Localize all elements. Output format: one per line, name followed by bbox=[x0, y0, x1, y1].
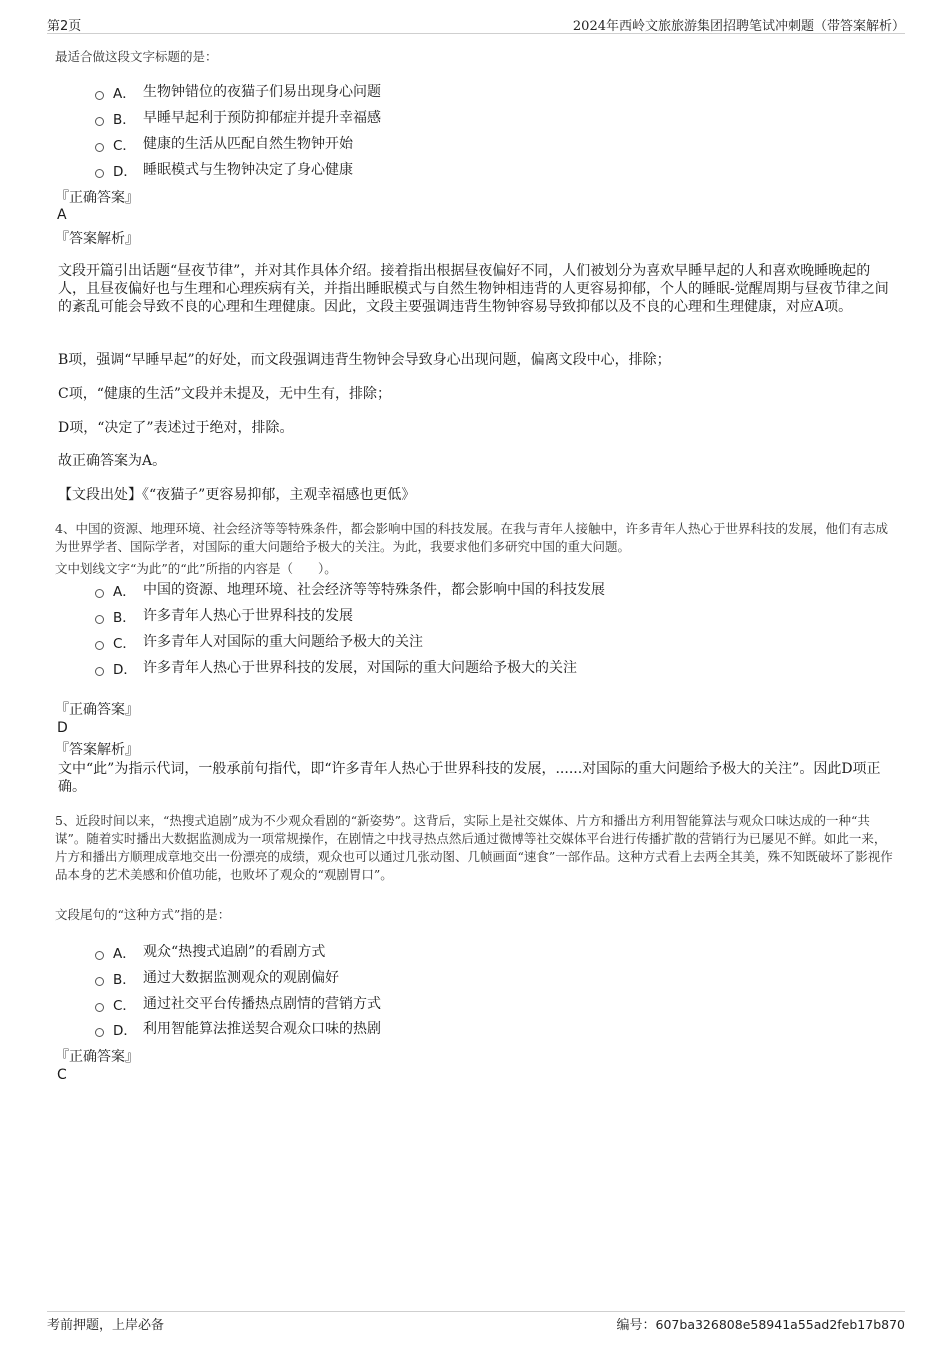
q5-stem: 5、近段时间以来，“热搜式追剧”成为不少观众看剧的“新姿势”。这背后，实际上是社交媒体、片方和播出方利用智能算法与观众口味达成的一种“共谋”。随着实时播出大数据监测成为一项常规操作，在剧情之中找寻热点然后通过微博等社交媒体平台进行传播扩散的营销行为已屡见不鲜。如此一来，片方和播出方顺理成章地交出一份漂亮的成绩，观众也可以通过几张动图、几帧画面“速食”一部作品。这种方式看上去两全其美，殊不知既破坏了影视作品本身的艺术美感和价值功能，也败坏了观众的“观剧胃口”。 bbox=[55, 813, 893, 882]
document-id-label: 编号： bbox=[616, 1318, 656, 1333]
option-letter: B． bbox=[113, 972, 136, 988]
radio-icon[interactable] bbox=[95, 589, 104, 598]
radio-icon[interactable] bbox=[95, 91, 104, 100]
q4-stem: 4、中国的资源、地理环境、社会经济等等特殊条件，都会影响中国的科技发展。在我与青年人接触中，许多青年人热心于世界科技的发展，他们有志成为世界学者、国际学者，对国际的重大问题给予极大的关注。为此，我要求他们多研究中国的重大问题。 bbox=[55, 521, 888, 554]
option-text: 中国的资源、地理环境、社会经济等等特殊条件，都会影响中国的科技发展 bbox=[143, 582, 605, 598]
q3-analysis-label: 『答案解析』 bbox=[55, 231, 139, 247]
option-text: 许多青年人热心于世界科技的发展 bbox=[143, 608, 353, 624]
radio-icon[interactable] bbox=[95, 977, 104, 986]
q4-analysis: 文中“此”为指示代词，一般承前句指代，即“许多青年人热心于世界科技的发展，......对国际的重大问题给予极大的关注”。因此D项正确。 bbox=[58, 761, 881, 795]
radio-icon[interactable] bbox=[95, 667, 104, 676]
option-text: 观众“热搜式追剧”的看剧方式 bbox=[143, 944, 326, 960]
radio-icon[interactable] bbox=[95, 1003, 104, 1012]
footer-slogan: 考前押题，上岸必备 bbox=[47, 1318, 165, 1333]
footer-divider bbox=[47, 1311, 905, 1312]
q3-source: 【文段出处】《“夜猫子”更容易抑郁，主观幸福感也更低》 bbox=[58, 487, 416, 503]
q3-answer-label: 『正确答案』 bbox=[55, 190, 139, 206]
q3-analysis-main: 文段开篇引出话题“昼夜节律”，并对其作具体介绍。接着指出根据昼夜偏好不同，人们被划分为喜欢早睡早起的人和喜欢晚睡晚起的人，且昼夜偏好也与生理和心理疾病有关，并指出睡眠模式与自然生物钟相违背的人更容易抑郁，个人的睡眠-觉醒周期与昼夜节律之间的紊乱可能会导致不良的心理和生理健康。因此，文段主要强调违背生物钟容易导致抑郁以及不良的心理和生理健康，对应A项。 bbox=[58, 263, 889, 315]
q3-answer: A bbox=[57, 207, 67, 223]
q3-analysis-b: B项，强调“早睡早起”的好处，而文段强调违背生物钟会导致身心出现问题，偏离文段中心，排除； bbox=[58, 352, 671, 368]
q4-option-d[interactable] bbox=[95, 658, 577, 678]
option-text: 许多青年人热心于世界科技的发展，对国际的重大问题给予极大的关注 bbox=[143, 660, 577, 676]
option-letter: A． bbox=[113, 86, 136, 102]
document-id bbox=[617, 1314, 905, 1333]
page-number: 第2页 bbox=[47, 19, 82, 34]
q4-question: 文中划线文字“为此”的“此”所指的内容是（ ）。 bbox=[55, 561, 337, 576]
radio-icon[interactable] bbox=[95, 169, 104, 178]
q5-question: 文段尾句的“这种方式”指的是： bbox=[55, 907, 231, 922]
option-letter: C． bbox=[113, 998, 136, 1014]
option-letter: D． bbox=[113, 662, 137, 678]
q4-option-b[interactable] bbox=[95, 606, 353, 626]
document-id-value: 607ba326808e58941a55ad2feb17b870 bbox=[655, 1317, 905, 1332]
radio-icon[interactable] bbox=[95, 641, 104, 650]
radio-icon[interactable] bbox=[95, 1028, 104, 1037]
option-letter: D． bbox=[113, 1023, 137, 1039]
q5-option-c[interactable] bbox=[95, 994, 381, 1014]
radio-icon[interactable] bbox=[95, 615, 104, 624]
q3-analysis-conclusion: 故正确答案为A。 bbox=[58, 453, 167, 469]
q3-analysis-c: C项，“健康的生活”文段并未提及，无中生有，排除； bbox=[58, 386, 392, 402]
option-letter: A． bbox=[113, 946, 136, 962]
q3-stem-tail: 最适合做这段文字标题的是： bbox=[55, 49, 218, 64]
q4-option-c[interactable] bbox=[95, 632, 423, 652]
option-letter: B． bbox=[113, 112, 136, 128]
q3-option-b[interactable] bbox=[95, 108, 381, 128]
q3-option-d[interactable] bbox=[95, 160, 353, 180]
q5-option-b[interactable] bbox=[95, 968, 339, 988]
option-letter: A． bbox=[113, 584, 136, 600]
option-letter: C． bbox=[113, 138, 136, 154]
header-divider bbox=[47, 33, 905, 34]
option-letter: D． bbox=[113, 164, 137, 180]
option-letter: C． bbox=[113, 636, 136, 652]
option-text: 通过社交平台传播热点剧情的营销方式 bbox=[143, 996, 381, 1012]
q4-answer-label: 『正确答案』 bbox=[55, 702, 139, 718]
q4-option-a[interactable] bbox=[95, 580, 605, 600]
q3-option-a[interactable] bbox=[95, 82, 381, 102]
option-text: 睡眠模式与生物钟决定了身心健康 bbox=[143, 162, 353, 178]
q5-option-a[interactable] bbox=[95, 942, 325, 962]
option-text: 生物钟错位的夜猫子们易出现身心问题 bbox=[143, 84, 381, 100]
option-text: 早睡早起利于预防抑郁症并提升幸福感 bbox=[143, 110, 381, 126]
option-letter: B． bbox=[113, 610, 136, 626]
option-text: 利用智能算法推送契合观众口味的热剧 bbox=[143, 1021, 381, 1037]
radio-icon[interactable] bbox=[95, 143, 104, 152]
q5-answer: C bbox=[57, 1067, 67, 1083]
q3-option-c[interactable] bbox=[95, 134, 353, 154]
document-title: 2024年西岭文旅旅游集团招聘笔试冲刺题（带答案解析） bbox=[572, 19, 905, 34]
option-text: 许多青年人对国际的重大问题给予极大的关注 bbox=[143, 634, 423, 650]
q4-analysis-label: 『答案解析』 bbox=[55, 742, 139, 758]
q5-answer-label: 『正确答案』 bbox=[55, 1049, 139, 1065]
q4-answer: D bbox=[57, 720, 68, 736]
radio-icon[interactable] bbox=[95, 951, 104, 960]
radio-icon[interactable] bbox=[95, 117, 104, 126]
option-text: 通过大数据监测观众的观剧偏好 bbox=[143, 970, 339, 986]
option-text: 健康的生活从匹配自然生物钟开始 bbox=[143, 136, 353, 152]
q5-option-d[interactable] bbox=[95, 1019, 381, 1039]
q3-analysis-d: D项，“决定了”表述过于绝对，排除。 bbox=[58, 420, 294, 436]
